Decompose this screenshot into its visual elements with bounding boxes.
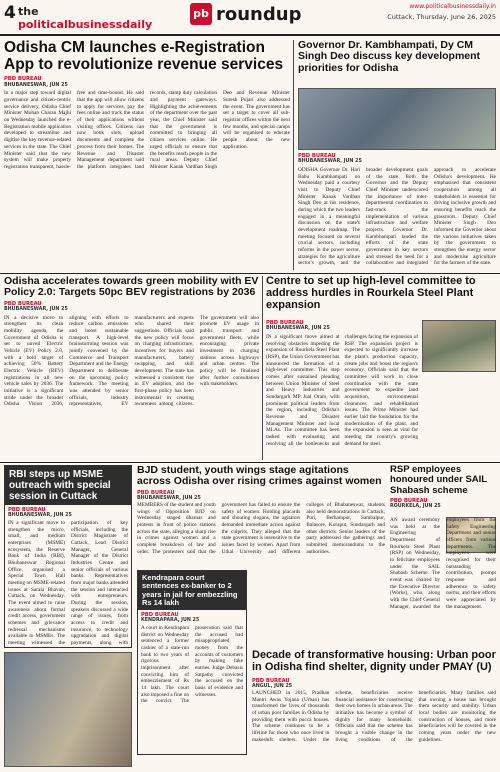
article-byline: PBD BUREAU bbox=[137, 490, 175, 496]
article-rsp-award bbox=[390, 465, 496, 648]
article-bjd bbox=[137, 465, 385, 567]
column-divider bbox=[262, 276, 263, 460]
housing-photo bbox=[4, 652, 132, 767]
newspaper-logo bbox=[18, 5, 152, 31]
article-dateline: KENDRAPARA, JUN 25 bbox=[141, 618, 200, 624]
article-dateline: BHUBANESWAR, JUN 25 bbox=[4, 306, 68, 312]
article-kendrapara bbox=[137, 570, 247, 755]
article-credits bbox=[266, 320, 336, 332]
section-divider bbox=[0, 462, 500, 463]
article-headline: Governor Dr. Kambhampati, Dy CM Singh Deo discuss key development priorities for Odisha bbox=[298, 40, 481, 74]
article-content bbox=[138, 610, 246, 755]
article-dateline: BHUBANESWAR, JUN 25 bbox=[8, 513, 72, 519]
article-byline: PBD BUREAU bbox=[252, 678, 290, 684]
article-dateline: BHUBANESWAR, JUN 25 bbox=[266, 326, 330, 332]
website-url: www.politicalbusinessdaily.in bbox=[409, 3, 496, 10]
logo-the: the bbox=[18, 5, 39, 18]
article-body: IN a decisive move to strengthen its clean mobility agenda, the Government of Odisha is set to unveil Electric Vehicle (EV) Policy 2.0, with a bold target of achieving 50% Battery Electric Vehicle (BEV) registrations in all new vehicle sales by 2036. The initiative is a significant stride under the broader Odisha Vision 2036, aligning with efforts to reduce carbon emissions and boost sustainable transport. A high-level brainstorming session was jointly convened by the Commerce and Transport Department and the Energy Department to deliberate on the upcoming policy framework. The meeting was attended by senior officials, industry representatives, EV manufacturers and experts who shared their suggestions. Officials said the new policy will focus on charging infrastructure, incentives for buyers and manufacturers, battery swapping, and skill development. The state has witnessed a consistent rise in EV adoption, and the first-phase policy has been instrumental in creating awareness among citizens. The government will also promote EV usage in public transport and government fleets, while encouraging private investment in charging stations across highways and urban centres. The policy will be finalised after further consultation with stakeholders. bbox=[4, 314, 259, 408]
column-divider bbox=[293, 40, 294, 270]
article-dateline: BHUBANESWAR, JUN 25 bbox=[298, 159, 362, 165]
article-headline: BJD student, youth wings stage agitations across Odisha over rising crimes against women bbox=[137, 465, 382, 488]
article-rourkela bbox=[266, 276, 496, 460]
issue-date: Cuttack, Thursday, June 26, 2025 bbox=[387, 13, 496, 21]
article-body: LAUNCHED in 2015, Pradhan Mantri Awas Yojana (Urban) has transformed the lives of thousands of urban poor families in Odisha by providing them with pucca houses. The scheme continues to be a lifeline for those who once lived in makeshift shelters. Under the scheme, beneficiaries receive financial assistance for constructing their own homes in urban areas. The initiative has become a symbol of dignity for many households. Officials said that the scheme has brought a visible change in the living conditions of the beneficiaries. Many families said that owning a house has brought them security and stability. Urban local bodies are monitoring the construction of houses, and more beneficiaries will be covered in the coming years under the new guidelines. bbox=[252, 690, 496, 743]
article-body: ODISHA Governor Dr. Hari Babu Kambhampati on Wednesday paid a courtesy visit to Deputy Chief Minister Kanak Vardhan Singh Deo at his residence, during which the two leaders engaged in a meaningful discussion on the state's development roadmap. The meeting focused on several crucial sectors, including reforms in the power sector, strategies for the agriculture sector's growth, and the broader development goals of the state. Both the Governor and the Deputy Chief Minister underscored the importance of inter-departmental coordination to fast-track the implementation of various infrastructure and welfare projects. Governor Dr. Kambhampati lauded the efforts of the state government in key sectors and stressed the need for a collaborative and integrated approach to accelerate Odisha's development. He emphasised that consistent cooperation among all stakeholders is essential for driving inclusive growth and ensuring benefits reach the grassroots. Deputy Chief Minister Singh Deo informed the Governor about the various initiatives taken by the government to strengthen the energy sector and modernise agriculture for the farmers of the state. bbox=[298, 167, 496, 267]
article-byline: PBD BUREAU bbox=[4, 76, 42, 83]
article-dateline: ANGUL, JUN 25 bbox=[252, 684, 293, 690]
article-byline: PBD BUREAU bbox=[141, 612, 179, 618]
article-body: A court in Kendrapara district on Wednesday sentenced a former cashier of a state-run bank to two years of rigorous imprisonment after convicting him of embezzlement of Rs 14 lakh. The court also imposed a fine on the convict. The prosecution said that the accused had misappropriated money from the accounts of customers by making fake entries. Judge Debasis Satpathy convicted the accused on the basis of evidence and witnesses. bbox=[141, 624, 243, 705]
article-headline: Centre to set up high-level committee to address hurdles in Rourkela Steel Plant expansion bbox=[266, 276, 476, 311]
article-rbi bbox=[4, 465, 132, 648]
article-housing bbox=[252, 650, 496, 767]
article-credits bbox=[298, 153, 496, 165]
rourkela-photo bbox=[422, 320, 496, 372]
article-byline: PBD BUREAU bbox=[390, 497, 428, 504]
article-governor bbox=[298, 40, 496, 270]
article-byline: PBD BUREAU bbox=[4, 300, 42, 307]
article-headline: RSP employees honoured under SAIL Shabash scheme bbox=[390, 465, 487, 496]
article-credits bbox=[137, 490, 217, 502]
article-body: AN award ceremony was held at the Engineering Department of Rourkela Steel Plant (RSP) on Wednesday, to felicitate employees under the SAIL Shabash Scheme. The event was chaired by the Executive Director (Works), who, along with the Chief General Manager, awarded the employees from the Safety Engineering Department and senior officers from various departments. The employees were recognised for their outstanding contribution, prompt response and adherence to safety norms, and their efforts were appreciated by the management. bbox=[390, 517, 496, 610]
section-badge-icon: pb bbox=[190, 3, 212, 25]
article-e-registration bbox=[4, 40, 290, 270]
article-byline: PBD BUREAU bbox=[8, 507, 46, 513]
masthead bbox=[0, 0, 500, 36]
article-byline: PBD BUREAU bbox=[266, 320, 304, 326]
article-headline: Decade of transformative housing: Urban poor in Odisha find shelter, dignity under PMAY (U) bbox=[252, 650, 496, 673]
article-body: In a major step toward digital governance and citizen-centric service delivery, Odisha Chief Minister Mohan Charan Majhi on Wednesday launched the e-Registration mobile application developed to streamline and digitise the key revenue-related services in the state. The Chief Minister said that the new system will make property registration transparent, hassle-free and time-bound. He said that the app will allow citizens to apply for services, pay the fees online and track the status of their applications without visiting offices. Citizens can now book slots, upload documents and complete the process from their homes. The Revenue and Disaster Management department said the platform integrates land records, stamp duty calculation and payment gateways. Highlighting the achievements of the department over the past year, the Chief Minister said that the government is committed to bringing all citizen services online. He urged officials to ensure that the benefits reach people in the rural areas. Deputy Chief Minister Kanak Vardhan Singh Deo and Revenue Minister Suresh Pujari also addressed the event. The government has set a target to cover all sub-registrar offices within the next few months, and special camps will be organised to educate people about the new application. bbox=[4, 90, 290, 170]
article-byline: PBD BUREAU bbox=[298, 153, 336, 159]
article-headline: Odisha CM launches e-Registration App to revolutionize revenue services bbox=[4, 40, 284, 73]
article-headline: RBI steps up MSME outreach with special session in Cuttack bbox=[5, 466, 131, 505]
article-content bbox=[5, 505, 131, 648]
article-headline: Odisha accelerates towards green mobility with EV Policy 2.0: Targets 50pc BEV registrations by 2036 bbox=[4, 276, 259, 299]
article-body: MEMBERS of the student and youth wings of Opposition BJD on Wednesday staged dharnas and protests in front of police stations across the state, alleging a sharp rise in crimes against women and a complete breakdown of law and order. The protesters said that the government has failed to ensure the safety of women. Holding placards and shouting slogans, the agitators demanded immediate action against the culprits. They alleged that the state government is insensitive to the issues faced by women. Apart from Utkal University and different colleges of Bhubaneswar, students also held demonstrations in Cuttack, Puri, Berhampur, Sambalpur, Balasore, Koraput, Sundargarh and other districts. Senior leaders of the party addressed the gatherings and submitted memorandums to the authorities. bbox=[137, 502, 385, 555]
article-credits bbox=[252, 678, 332, 690]
article-dateline: BHUBANESWAR, JUN 25 bbox=[4, 82, 68, 88]
section-divider bbox=[0, 273, 500, 274]
article-headline: Kendrapara court sentences ex-banker to 2 years in jail for embezzling Rs 14 lakh bbox=[138, 571, 246, 610]
governor-photo bbox=[298, 88, 496, 150]
section-title: roundup bbox=[216, 4, 302, 25]
logo-name: politicalbusinessdaily bbox=[18, 18, 153, 31]
article-ev-policy bbox=[4, 276, 259, 460]
article-body: IN a significant move aimed at resolving obstacles impeding the expansion of Rourkela Steel Plant (RSP), the Union Government has announced the formation of a high-level committee. This step comes after sustained pleading between Union Minister of Steel and Heavy Industries and Sundargarh MP Jual Oram, with prominent political leaders from the region, including Odisha's Revenue and Disaster Management Minister and local MLAs. The committee has been tasked with evaluating and resolving all the bottlenecks and challenges facing the expansion of RSP. The expansion project is expected to significantly increase the plant's production capacity, create jobs and boost the region's economy. Officials said that the committee will work in close coordination with the state government to expedite land acquisition, environmental clearances and rehabilitation issues. The Prime Minister had earlier laid the foundation for the modernisation of the plant, and the expansion is seen as vital for meeting the country's growing demand for steel. bbox=[266, 334, 418, 447]
article-body: IN a significant move to strengthen the micro, small, and medium enterprises (MSME) ecosystem, the Reserve Bank of India (RBI), Bhubaneswar Regional Office, organised a Special Town Hall meeting on MSME-related issues at Sarala Bhavan, Cuttack, on Wednesday. The event aimed to raise awareness about formal credit access, government schemes and grievance redressal mechanisms available to MSMEs. The meeting witnessed the participation of key officials, including the District Magistrate of Cuttack, Lead District Manager, General Manager of the District Industries Centre and senior officials of various banks. Representatives from major banks attended the session and interacted with entrepreneurs. During the session, speakers discussed a wide range of issues, from access to credit and insurance, to technology upgradation and digital payments, along with bbox=[8, 519, 128, 647]
article-dateline: BHUBANESWAR, JUN 25 bbox=[137, 496, 201, 502]
page-number: 4 bbox=[4, 3, 16, 23]
article-dateline: ROURKELA, JUN 25 bbox=[390, 503, 441, 509]
